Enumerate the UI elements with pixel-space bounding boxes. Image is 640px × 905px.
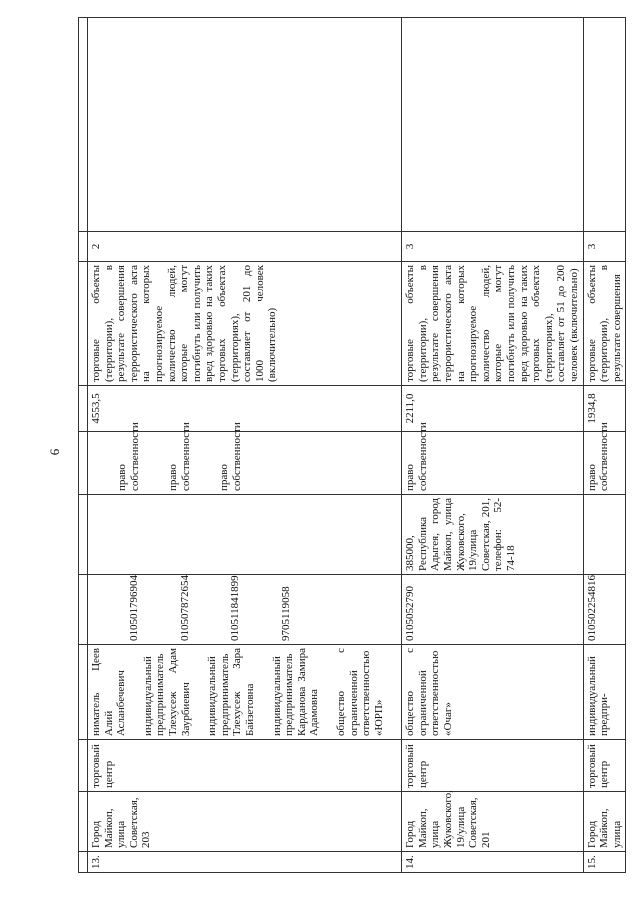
page-number: 6 (47, 448, 62, 456)
ownership-right: право собственности (116, 422, 141, 491)
owner-name: индивидуальный предпри- (583, 645, 626, 740)
table-cell (79, 495, 88, 575)
table-cell (79, 645, 88, 740)
object-address: Город Майкоп, улица Советская, 203 (88, 792, 402, 852)
ownership-right: право собственности (583, 432, 626, 495)
object-area: 2211,0 (402, 386, 583, 432)
owner-name: общество с ограниченной ответственностью «Очаг» (402, 645, 583, 740)
table-cell (79, 432, 88, 495)
rotated-table-container (78, 18, 623, 873)
table-cell (79, 740, 88, 792)
table-cell (402, 18, 583, 232)
ownership-right-list (88, 422, 402, 495)
object-class: 3 (583, 232, 626, 262)
ownership-right: право собственности (402, 432, 583, 495)
owner-name: индивидуальный предприниматель Тлехусеж Адам Заурбиевич (141, 648, 192, 736)
row-number: 15. (583, 852, 626, 873)
owner-inn: 010501796904 (128, 575, 140, 641)
object-area: 4553,5 (88, 386, 402, 432)
object-category: торговые объекты (территории), в результате совершения террористического акта на которых прогнозируемое количество людей, которые могут погибнуть или получить вред здоровью на таких торговых объектах (территориях), составляет от 51 до 200 человек (включительно) (402, 262, 583, 386)
owner-name: общество с ограниченной ответственностью «ЮРП» (334, 648, 385, 736)
legal-address: 385000, Республика Адыгея, город Майкоп, улица Жуковского, 19/улица Советская, 201, телефон: 52-74-18 (402, 495, 583, 575)
owner-name: индивидуальный предприниматель Тлехусеж Зара Байзетовна (206, 648, 256, 736)
object-type: торговый центр (583, 740, 626, 792)
owner-inn: 9705119058 (279, 586, 292, 641)
object-class: 2 (88, 232, 402, 262)
table-cell (79, 386, 88, 432)
object-class: 3 (402, 232, 583, 262)
legal-address (88, 495, 402, 575)
ownership-right: право собственности (218, 422, 243, 491)
object-category: торговые объекты (территории), в результате совершения (583, 262, 626, 386)
object-address: Город Майкоп, улица (583, 792, 626, 852)
table-cell (79, 792, 88, 852)
table-cell (79, 232, 88, 262)
table-cell (79, 18, 88, 232)
table-row (88, 18, 402, 873)
owner-inn: 010502254816 (583, 575, 626, 645)
registry-table (78, 17, 626, 873)
object-address: Город Майкоп, улица Жуковского, 19/улица Советская, 201 (402, 792, 583, 852)
table-cell (79, 852, 88, 873)
owner-inn: 010511841899 (229, 575, 242, 641)
legal-address (583, 495, 626, 575)
owner-list (88, 645, 402, 740)
row-number: 14. (402, 852, 583, 873)
object-area: 1934,8 (583, 386, 626, 432)
row-number: 13. (88, 852, 402, 873)
table-cell (583, 18, 626, 232)
owner-name: индивидуальный предприниматель Карданова Замира Адамовна (270, 648, 321, 736)
owner-inn-list (88, 575, 402, 645)
owner-name: ниматель Цеев Алий Асланбечевич (90, 648, 128, 736)
table-cell (79, 575, 88, 645)
owner-inn: 0105052790 (402, 575, 583, 645)
table-top-row (79, 18, 88, 873)
table-row (402, 18, 583, 873)
table-cell (88, 18, 402, 232)
object-category: торговые объекты (территории), в результате совершения террористического акта на которых прогнозируемое количество людей, которые могут погибнуть или получить вред здоровью на таких торговых объектах (территориях), составляет от 201 до 1000 человек (включительно) (88, 262, 402, 386)
object-type: торговый центр (402, 740, 583, 792)
table-cell (79, 262, 88, 386)
owner-inn: 010507872654 (178, 575, 191, 641)
ownership-right: право собственности (167, 422, 192, 491)
table-row (583, 18, 626, 873)
object-type: торговый центр (88, 740, 402, 792)
